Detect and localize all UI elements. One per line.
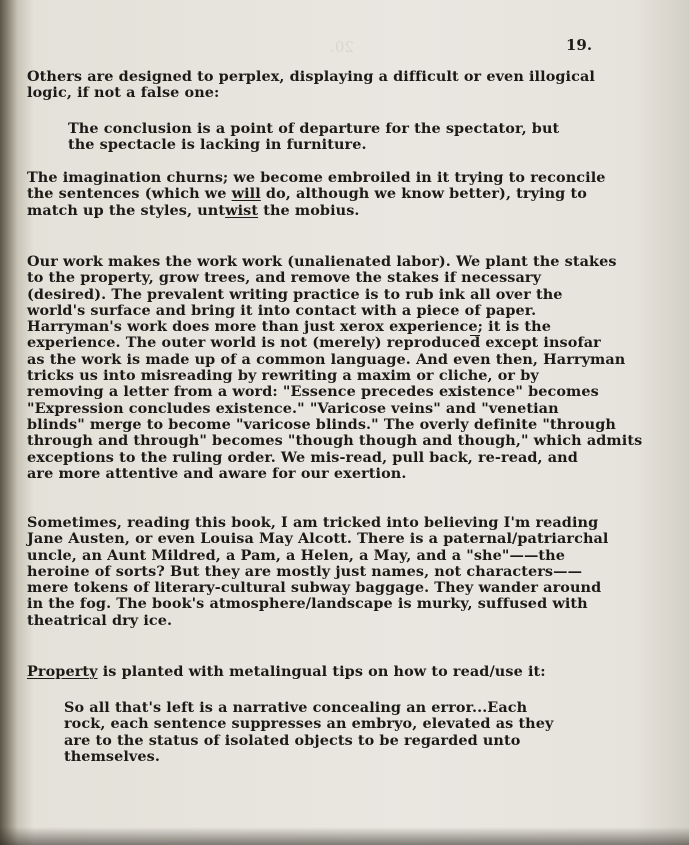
- paragraph-sometimes: [27, 515, 647, 629]
- emphasized-word: will: [231, 185, 261, 203]
- text-segment: the sentences (which we: [27, 185, 232, 203]
- text-line: world's surface and bring it into contact with a piece of paper.: [27, 301, 537, 319]
- text-line: Sometimes, reading this book, I am tricked into believing I'm reading: [27, 514, 599, 531]
- block-quote-conclusion: [68, 121, 628, 154]
- text-line: in the fog. The book's atmosphere/landscape is murky, suffused with: [27, 595, 588, 613]
- text-line: [27, 335, 647, 351]
- paragraph-property: [27, 664, 647, 680]
- page-number: 19.: [566, 36, 593, 54]
- text-line: blinds" merge to become "varicose blinds." The overly definite "through: [27, 415, 616, 433]
- paragraph-our-work: [27, 254, 647, 482]
- text-line: [27, 664, 647, 680]
- text-line: tricks us into misreading by rewriting a maxim or cliche, or by: [27, 367, 539, 385]
- text-line: The conclusion is a point of departure for the spectator, but: [68, 120, 560, 137]
- paragraph-perplex: [27, 69, 647, 102]
- editorial-mark: d: [470, 334, 481, 352]
- text-line: exceptions to the ruling order. We mis-read, pull back, re-read, and: [27, 448, 578, 466]
- text-line: uncle, an Aunt Mildred, a Pam, a Helen, a May, and a "she"——the: [27, 546, 565, 564]
- bleed-through-page-number: 20.: [330, 38, 354, 56]
- text-line: the spectacle is lacking in furniture.: [68, 136, 367, 154]
- text-line: rock, each sentence suppresses an embryo, elevated as they: [64, 715, 554, 733]
- text-line: The imagination churns; we become embroiled in it trying to reconcile: [27, 169, 606, 186]
- text-segment: do, although we know better), trying to: [260, 185, 587, 203]
- text-line: "Expression concludes existence." "Varicose veins" and "venetian: [27, 399, 559, 417]
- text-line: Jane Austen, or even Louisa May Alcott. There is a paternal/patriarchal: [27, 530, 609, 548]
- text-line: logic, if not a false one:: [27, 84, 220, 102]
- text-line: So all that's left is a narrative concealing an error...Each: [64, 699, 528, 716]
- text-line: [27, 203, 647, 219]
- text-line: heroine of sorts? But they are mostly just names, not characters——: [27, 562, 583, 580]
- text-line: theatrical dry ice.: [27, 611, 173, 629]
- text-line: to the property, grow trees, and remove the stakes if necessary: [27, 269, 542, 287]
- text-segment: except insofar: [480, 334, 601, 352]
- text-segment: experience. The outer world is not (merely) reproduce: [27, 334, 471, 352]
- text-line: through and through" becomes "though though and though," which admits: [27, 432, 643, 450]
- text-line: Harryman's work does more than just xerox experience; it is the: [27, 318, 551, 336]
- text-segment: is planted with metalingual tips on how to read/use it:: [97, 663, 546, 680]
- text-line: [27, 186, 647, 202]
- book-title-word: Property: [27, 663, 98, 680]
- text-line: Our work makes the work work (unalienated labor). We plant the stakes: [27, 253, 617, 270]
- text-segment: match up the styles, unt: [27, 201, 226, 219]
- text-line: removing a letter from a word: "Essence precedes existence" becomes: [27, 383, 599, 401]
- emphasized-word: wist: [225, 201, 259, 219]
- text-line: mere tokens of literary-cultural subway baggage. They wander around: [27, 579, 602, 597]
- text-line: (desired). The prevalent writing practice is to rub ink all over the: [27, 285, 563, 303]
- block-quote-narrative: [64, 700, 624, 765]
- text-line: themselves.: [64, 747, 160, 765]
- text-line: are more attentive and aware for our exertion.: [27, 464, 407, 482]
- text-line: as the work is made up of a common language. And even then, Harryman: [27, 350, 626, 368]
- text-line: are to the status of isolated objects to be regarded unto: [64, 731, 521, 749]
- text-line: Others are designed to perplex, displaying a difficult or even illogical: [27, 68, 595, 85]
- paragraph-imagination: [27, 170, 647, 219]
- text-segment: the mobius.: [258, 201, 360, 219]
